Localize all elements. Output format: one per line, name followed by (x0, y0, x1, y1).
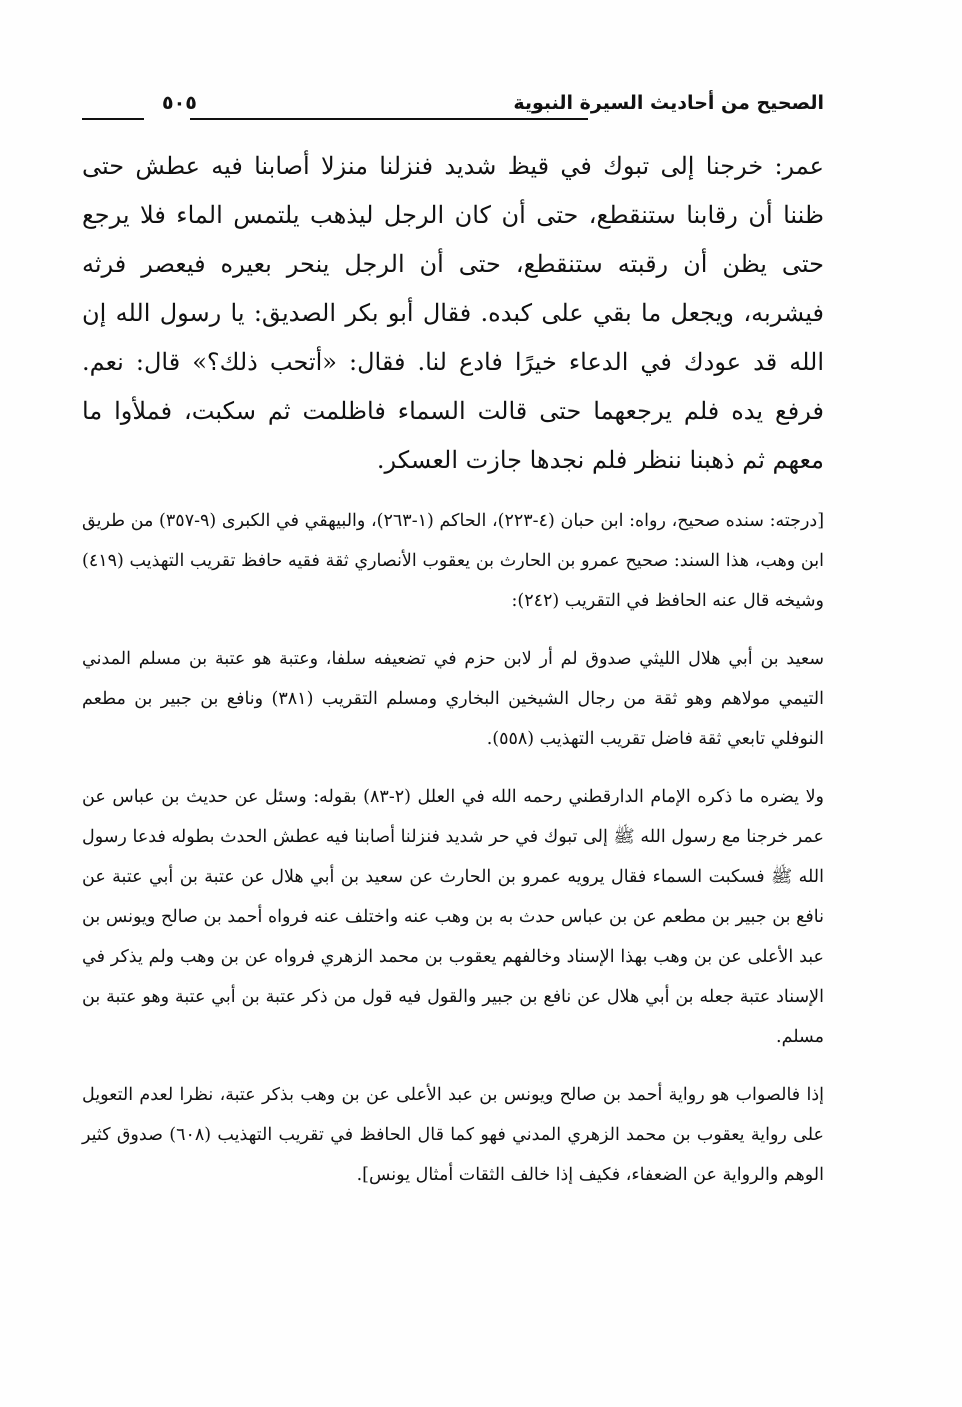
header-rule-short (82, 118, 144, 120)
grading-note: [درجته: سنده صحيح، رواه: ابن حبان (٤-٢٢٣)، الحاكم (١-٢٦٣)، والبيهقي في الكبرى (٩-٣٥٧) من طريق ابن وهب، هذا السند: صحيح عمرو بن الحارث بن يعقوب الأنصاري ثقة فقيه حافظ تقريب التهذيب (٤١٩) وشيخه قال عنه الحافظ في التقريب (٢٤٢): (82, 511, 825, 611)
running-header (82, 88, 824, 128)
page-content (82, 142, 824, 1195)
header-rule (190, 118, 588, 120)
hadith-text: عمر: خرجنا إلى تبوك في قيظ شديد فنزلنا منزلا أصابنا فيه عطش حتى ظننا أن رقابنا ستنقطع، حتى أن كان الرجل ليذهب يلتمس الماء فلا يرجع حتى يظن أن رقبته ستنقطع، حتى أن الرجل ينحر بعيره فيعصر فرثه فيشربه، ويجعل ما بقي على كبده. فقال أبو بكر الصديق: يا رسول الله إن الله قد عودك في الدعاء خيرًا فادع لنا. فقال: «أتحب ذلك؟» قال: نعم. فرفع يده فلم يرجعهما حتى قالت السماء فاظلمت ثم سكبت، فملأوا ما معهم ثم ذهبنا ننظر فلم نجدها جازت العسكر. (82, 152, 824, 474)
ilal-note: ولا يضره ما ذكره الإمام الدارقطني رحمه الله في العلل (٢-٨٣) بقوله: وسئل عن حديث بن عباس عن عمر خرجنا مع رسول الله ﷺ إلى تبوك في حر شديد فنزلنا أصابنا فيه عطش الحدث بطوله فدعا رسول الله ﷺ فسكبت السماء فقال يرويه عمرو بن الحارث عن سعيد بن أبي هلال عن عتبة بن أبي عتبة عن نافع بن جبير بن مطعم عن بن عباس حدث به بن وهب عنه واختلف عنه فرواه أحمد بن صالح ويونس بن عبد الأعلى عن بن وهب بهذا الإسناد وخالفهم يعقوب بن محمد الزهري فرواه عن بن وهب ولم يذكر في الإسناد عتبة جعله بن أبي هلال عن نافع بن جبير والقول فيه قول من ذكر عتبة بن أبي عتبة وهو عتبة بن مسلم. (82, 787, 824, 1047)
narrator-note: سعيد بن أبي هلال الليثي صدوق لم أر لابن حزم في تضعيفه سلفا، وعتبة هو عتبة بن مسلم المدني التيمي مولاهم وهو ثقة من رجال الشيخين البخاري ومسلم التقريب (٣٨١) ونافع بن جبير بن مطعم النوفلي تابعي ثقة فاضل تقريب التهذيب (٥٥٨). (82, 649, 825, 749)
header-title: الصحيح من أحاديث السيرة النبوية (513, 92, 824, 114)
page-number: ٥٠٥ (162, 92, 197, 114)
conclusion-note: إذا فالصواب هو رواية أحمد بن صالح ويونس بن عبد الأعلى عن بن وهب بذكر عتبة، نظرا لعدم التعويل على رواية يعقوب بن محمد الزهري المدني فهو كما قال الحافظ في تقريب التهذيب (٦٠٨) صدوق كثير الوهم والرواية عن الضعفاء، فكيف إذا خالف الثقات أمثال يونس]. (82, 1085, 824, 1185)
